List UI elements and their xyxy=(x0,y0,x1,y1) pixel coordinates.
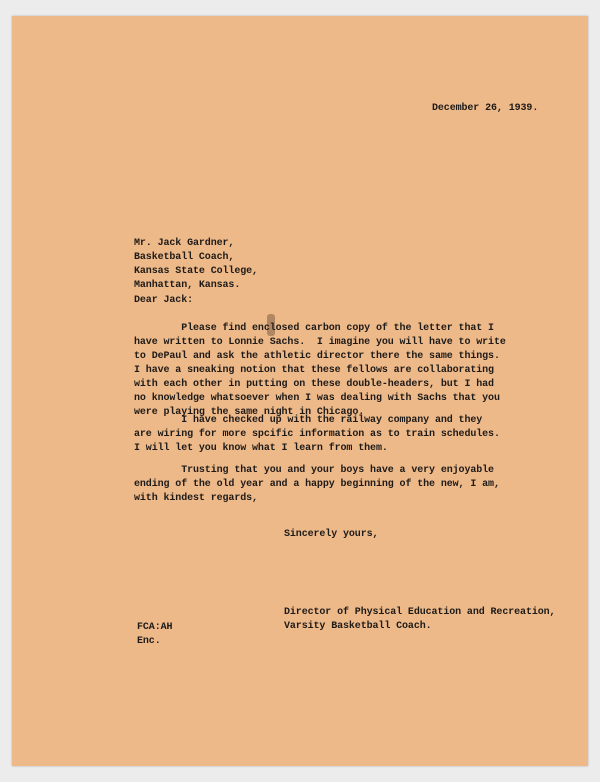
ink-smudge xyxy=(267,314,275,336)
salutation: Dear Jack: xyxy=(134,295,194,306)
signature-block xyxy=(284,606,555,634)
paragraph-line: have written to Lonnie Sachs. I imagine you will have to write xyxy=(134,337,506,348)
signature-line: Varsity Basketball Coach. xyxy=(284,621,432,632)
body-paragraph-1 xyxy=(134,322,506,420)
paragraph-line: with kindest regards, xyxy=(134,493,258,504)
body-paragraph-2 xyxy=(134,414,500,456)
paragraph-line: I have a sneaking notion that these fellows are collaborating xyxy=(134,365,494,376)
paragraph-line: Please find enclosed carbon copy of the letter that I xyxy=(134,323,494,334)
recipient-address xyxy=(134,237,258,293)
paragraph-line: no knowledge whatsoever when I was dealing with Sachs that you xyxy=(134,393,500,404)
body-paragraph-3 xyxy=(134,464,500,506)
signature-line: Director of Physical Education and Recreation, xyxy=(284,607,556,618)
letter-sheet xyxy=(12,16,588,766)
complimentary-closing: Sincerely yours, xyxy=(284,529,379,540)
paragraph-line: are wiring for more spcific information as to train schedules. xyxy=(134,429,500,440)
address-line: Basketball Coach, xyxy=(134,252,235,263)
paragraph-line: to DePaul and ask the athletic director there the same things. xyxy=(134,351,500,362)
typist-initials: FCA:AH xyxy=(137,622,173,633)
reference-initials xyxy=(137,621,172,649)
paragraph-line: Trusting that you and your boys have a very enjoyable xyxy=(134,465,494,476)
address-line: Manhattan, Kansas. xyxy=(134,280,241,291)
paragraph-line: were playing the same night in Chicago. xyxy=(134,407,365,418)
enclosure-notation: Enc. xyxy=(137,636,161,647)
letter-date: December 26, 1939. xyxy=(432,103,539,114)
paragraph-line: with each other in putting on these double-headers, but I had xyxy=(134,379,494,390)
paragraph-line: I will let you know what I learn from them. xyxy=(134,443,388,454)
address-line: Mr. Jack Gardner, xyxy=(134,238,235,249)
paragraph-line: ending of the old year and a happy beginning of the new, I am, xyxy=(134,479,500,490)
paragraph-line: I have checked up with the railway company and they xyxy=(134,415,483,426)
address-line: Kansas State College, xyxy=(134,266,258,277)
